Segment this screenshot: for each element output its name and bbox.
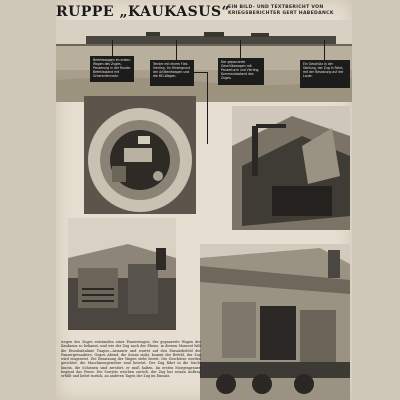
caption-text-4: Ein Geschütz in der Stellung, der Zug in Fahrt, mit der Besatzung auf der Lauer. [303, 62, 344, 78]
leader-line-6 [207, 72, 208, 144]
caption-box-4 [300, 60, 350, 88]
caption-text-3: Der gepanzerte Geschützwagen mit Panzerturm und Vierling, Kommandostand des Zuges. [221, 60, 260, 80]
leader-line-1 [112, 40, 113, 56]
leader-line-2 [176, 40, 177, 60]
gun-crew-photo [232, 106, 350, 230]
caption-text-2: Tender mit einem Flak-Vierling. Im Hintergrund der Artilleriewagen und die MG-Wagen. [153, 62, 191, 78]
article-body-text: wegen des Zuges entstanden einer Panzerwagen, der gepanzerte Wagen des Kaukasus so bekannt, und wie der Zug nach der Ebene, in diesem Moment hält die Eisenbahnlinie Tuapse—Armawir und wartet auf den Einsatzbefehl der Panzergrenadiere. Gegen Abend, die Sonne sinkt, kommt der Befehl, der Zug wird eingesetzt. Die Besatzung der Wagen steht bereit. Die Geschütze werden gerichtet, die Maschinengewehre sind besetzt. Der Zug fährt in die Nacht hinein, die Schienen sind zerstört, er muß halten. Im ersten Morgengrauen beginnt das Feuer. Die Sowjets weichen zurück, der Zug hat seinen Auftrag erfüllt und kehrt zurück, an anderen Tagen der Zug im Einsatz. [61, 340, 201, 379]
caption-box-2 [150, 60, 194, 86]
page-title: RUPPE „KAUKASUS“ [56, 4, 231, 20]
caption-box-3 [218, 58, 264, 85]
armored-railcar-photo [200, 244, 350, 400]
armored-turret-photo [68, 218, 176, 330]
caption-box-1 [90, 56, 134, 82]
leader-line-3 [240, 40, 241, 58]
caption-text-1: Befehlswagen im ersten Wagen des Zuges. Panzerung in der Runde. Befehlsstand mit Scherenfernrohr. [93, 58, 131, 78]
leader-line-4 [324, 40, 325, 60]
magazine-page [56, 0, 352, 400]
byline: EIN BILD- UND TEXTBERICHT VON KRIEGSBERICHTER GERT HABEDANCK [228, 5, 334, 16]
turret-hatch-photo [84, 96, 196, 214]
leader-line-5 [194, 72, 208, 73]
